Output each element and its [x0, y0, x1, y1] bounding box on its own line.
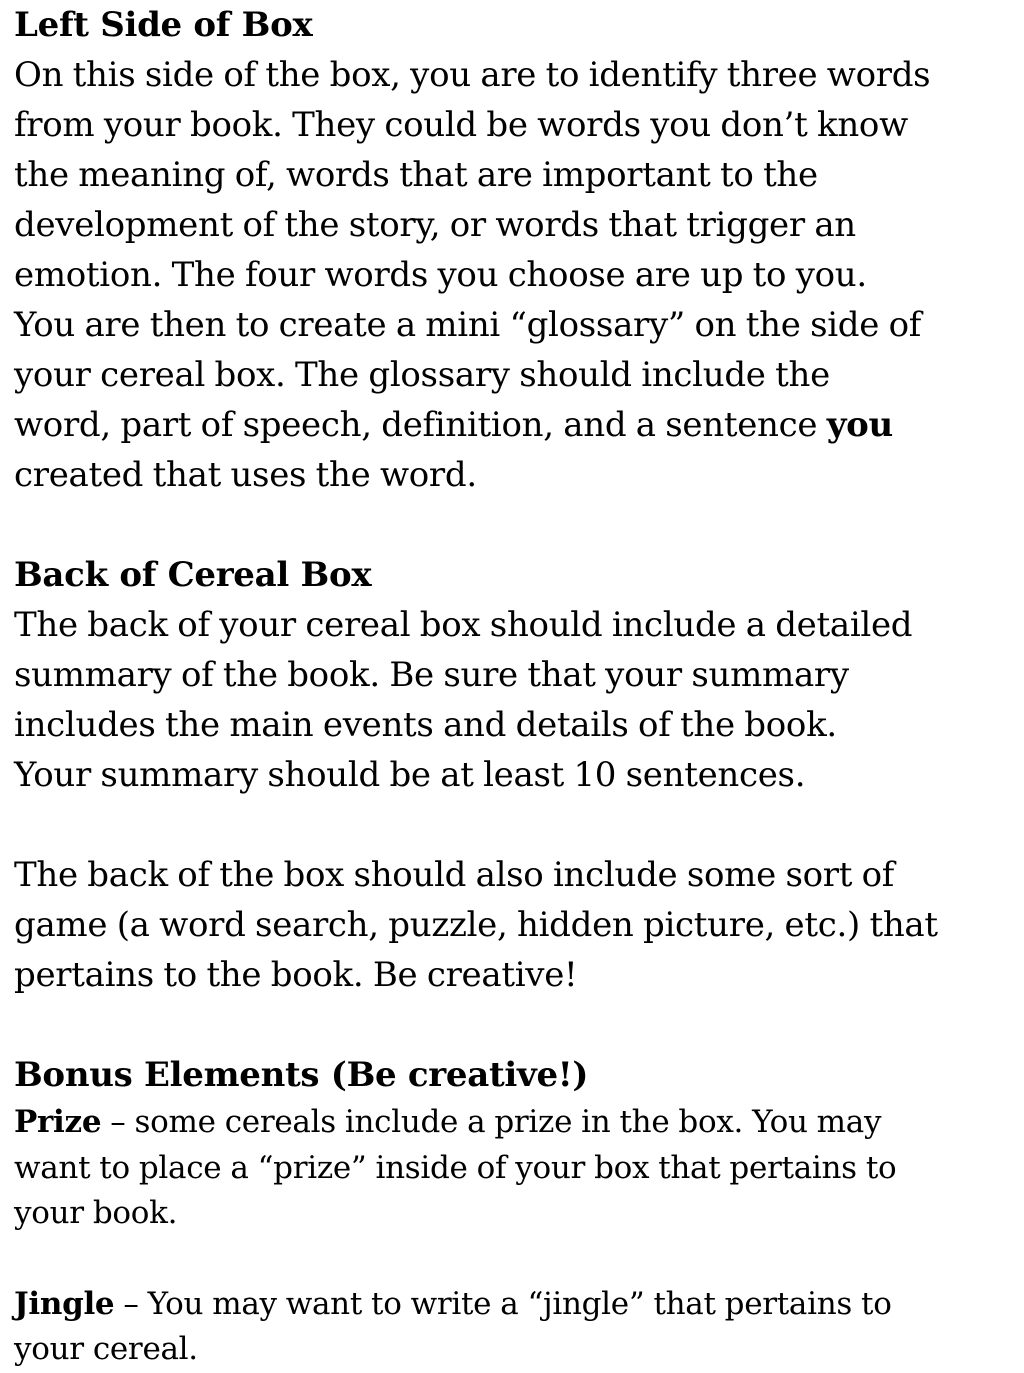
prize-line: [14, 1100, 1020, 1146]
left-side-heading: Left Side of Box: [14, 5, 313, 45]
jingle-line: your cereal.: [14, 1331, 198, 1367]
left-side-line: the meaning of, words that are important to the: [14, 155, 818, 195]
left-side-paragraph: [14, 50, 1020, 500]
back-summary-line: The back of your cereal box should include a detailed: [14, 605, 913, 645]
left-side-line-text: word, part of speech, definition, and a sentence: [14, 405, 827, 445]
spacer: [14, 1237, 1020, 1282]
jingle-text: – You may want to write a “jingle” that pertains to: [114, 1285, 892, 1322]
back-summary-line: Your summary should be at least 10 sentences.: [14, 755, 806, 795]
back-game-line: The back of the box should also include some sort of: [14, 855, 895, 895]
back-summary-line: summary of the book. Be sure that your summary: [14, 655, 849, 695]
jingle-paragraph: [14, 1282, 1020, 1373]
jingle-line: [14, 1282, 1020, 1328]
left-side-line: You are then to create a mini “glossary” on the side of: [14, 305, 922, 345]
back-of-box-heading: Back of Cereal Box: [14, 555, 372, 595]
prize-text: – some cereals include a prize in the box. You may: [101, 1104, 882, 1140]
back-summary-line: includes the main events and details of the book.: [14, 705, 837, 745]
left-side-line: from your book. They could be words you don’t know: [14, 105, 908, 145]
jingle-label: Jingle: [14, 1285, 115, 1322]
document-page: [14, 0, 1020, 1373]
prize-line: your book.: [14, 1195, 178, 1231]
spacer: [14, 1000, 1020, 1050]
back-game-paragraph: [14, 850, 1020, 1000]
left-side-line: development of the story, or words that trigger an: [14, 205, 856, 245]
prize-paragraph: [14, 1100, 1020, 1237]
left-side-line: your cereal box. The glossary should include the: [14, 355, 830, 395]
prize-line: want to place a “prize” inside of your box that pertains to: [14, 1149, 897, 1186]
bonus-heading: Bonus Elements (Be creative!): [14, 1055, 589, 1095]
back-summary-paragraph: [14, 600, 1020, 800]
spacer: [14, 800, 1020, 850]
left-side-line: [14, 400, 1020, 450]
prize-label: Prize: [14, 1104, 102, 1140]
emphasis-you: you: [826, 405, 893, 445]
back-game-line: pertains to the book. Be creative!: [14, 955, 578, 995]
left-side-line: created that uses the word.: [14, 455, 477, 495]
left-side-line: emotion. The four words you choose are up to you.: [14, 255, 867, 295]
back-game-line: game (a word search, puzzle, hidden picture, etc.) that: [14, 905, 938, 945]
left-side-line: On this side of the box, you are to identify three words: [14, 55, 931, 95]
spacer: [14, 500, 1020, 550]
